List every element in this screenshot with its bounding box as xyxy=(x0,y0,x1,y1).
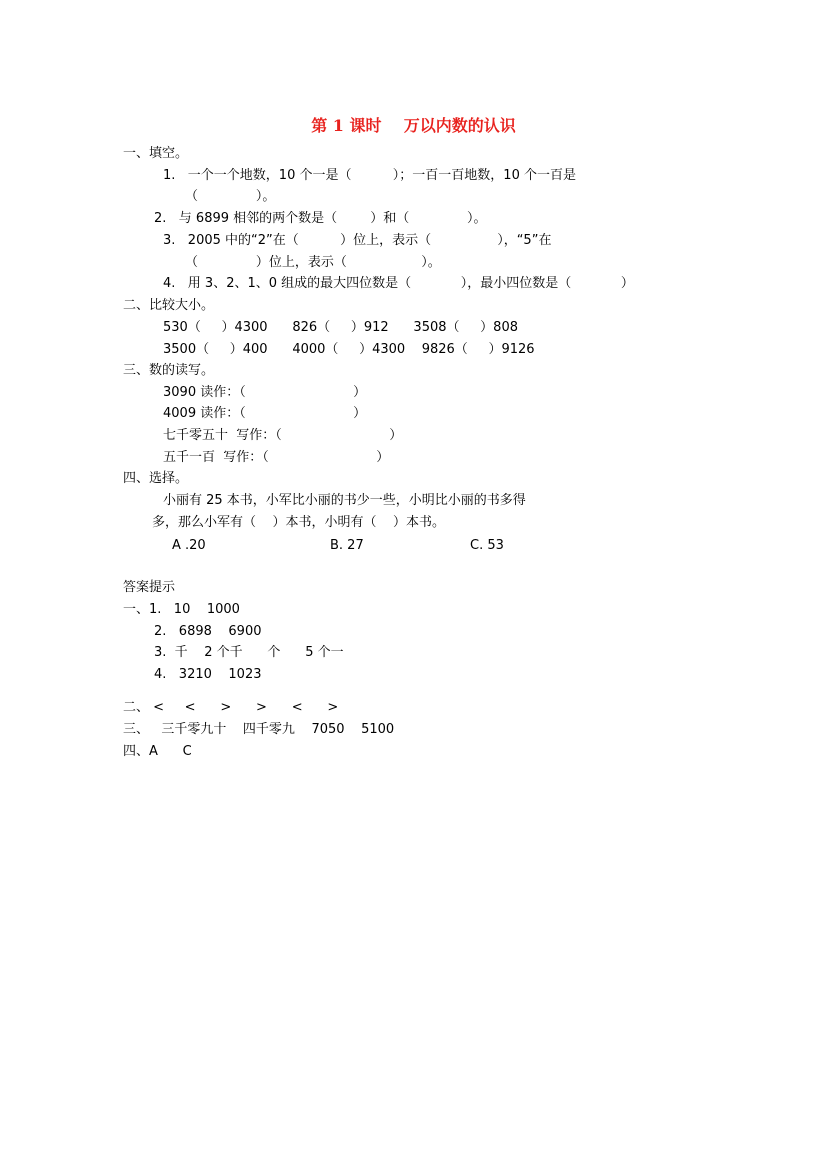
answer-1-2: 2. 6898 6900 xyxy=(154,624,262,639)
choice-question-line-2: 多，那么小军有（ ）本书，小明有（ ）本书。 xyxy=(152,515,446,530)
answers-heading: 答案提示 xyxy=(123,580,176,595)
read-write-row-1: 3090 读作：（ ） xyxy=(163,385,367,400)
question-2: 2. 与 6899 相邻的两个数是（ ）和（ ）。 xyxy=(154,211,487,226)
section-1-heading: 一、填空。 xyxy=(123,146,189,161)
option-a: A .20 xyxy=(172,538,206,553)
answer-1-4: 4. 3210 1023 xyxy=(154,667,262,682)
answer-4: 四、A C xyxy=(123,744,192,759)
question-1-line-2: （ ）。 xyxy=(185,189,276,204)
answer-1-3: 3. 千 2 个千 个 5 个一 xyxy=(154,645,344,660)
compare-row-2: 3500（ ）400 4000（ ）4300 9826（ ）9126 xyxy=(163,342,535,357)
question-4: 4. 用 3、2、1、0 组成的最大四位数是（ ），最小四位数是（ ） xyxy=(163,276,634,291)
read-write-row-2: 4009 读作：（ ） xyxy=(163,406,367,421)
question-3-line-2: （ ）位上，表示（ ）。 xyxy=(185,255,441,270)
option-c: C. 53 xyxy=(470,538,504,553)
read-write-row-3: 七千零五十 写作：（ ） xyxy=(163,428,403,443)
section-3-heading: 三、数的读写。 xyxy=(123,363,215,378)
option-b: B. 27 xyxy=(330,538,364,553)
answer-2: 二、 < < > > < > xyxy=(123,700,339,715)
answer-3: 三、 三千零九十 四千零九 7050 5100 xyxy=(123,722,395,737)
read-write-row-4: 五千一百 写作：（ ） xyxy=(163,450,390,465)
choice-question-line-1: 小丽有 25 本书，小军比小丽的书少一些，小明比小丽的书多得 xyxy=(163,493,526,508)
answer-1-1: 一、1. 10 1000 xyxy=(123,602,240,617)
page-title: 第 1 课时 万以内数的认识 xyxy=(311,116,516,135)
question-3-line-1: 3. 2005 中的“2”在（ ）位上，表示（ ），“5”在 xyxy=(163,233,552,248)
question-1-line-1: 1. 一个一个地数，10 个一是（ ）；一百一百地数，10 个一百是 xyxy=(163,168,576,183)
section-4-heading: 四、选择。 xyxy=(123,471,189,486)
compare-row-1: 530（ ）4300 826（ ）912 3508（ ）808 xyxy=(163,320,518,335)
section-2-heading: 二、比较大小。 xyxy=(123,298,215,313)
